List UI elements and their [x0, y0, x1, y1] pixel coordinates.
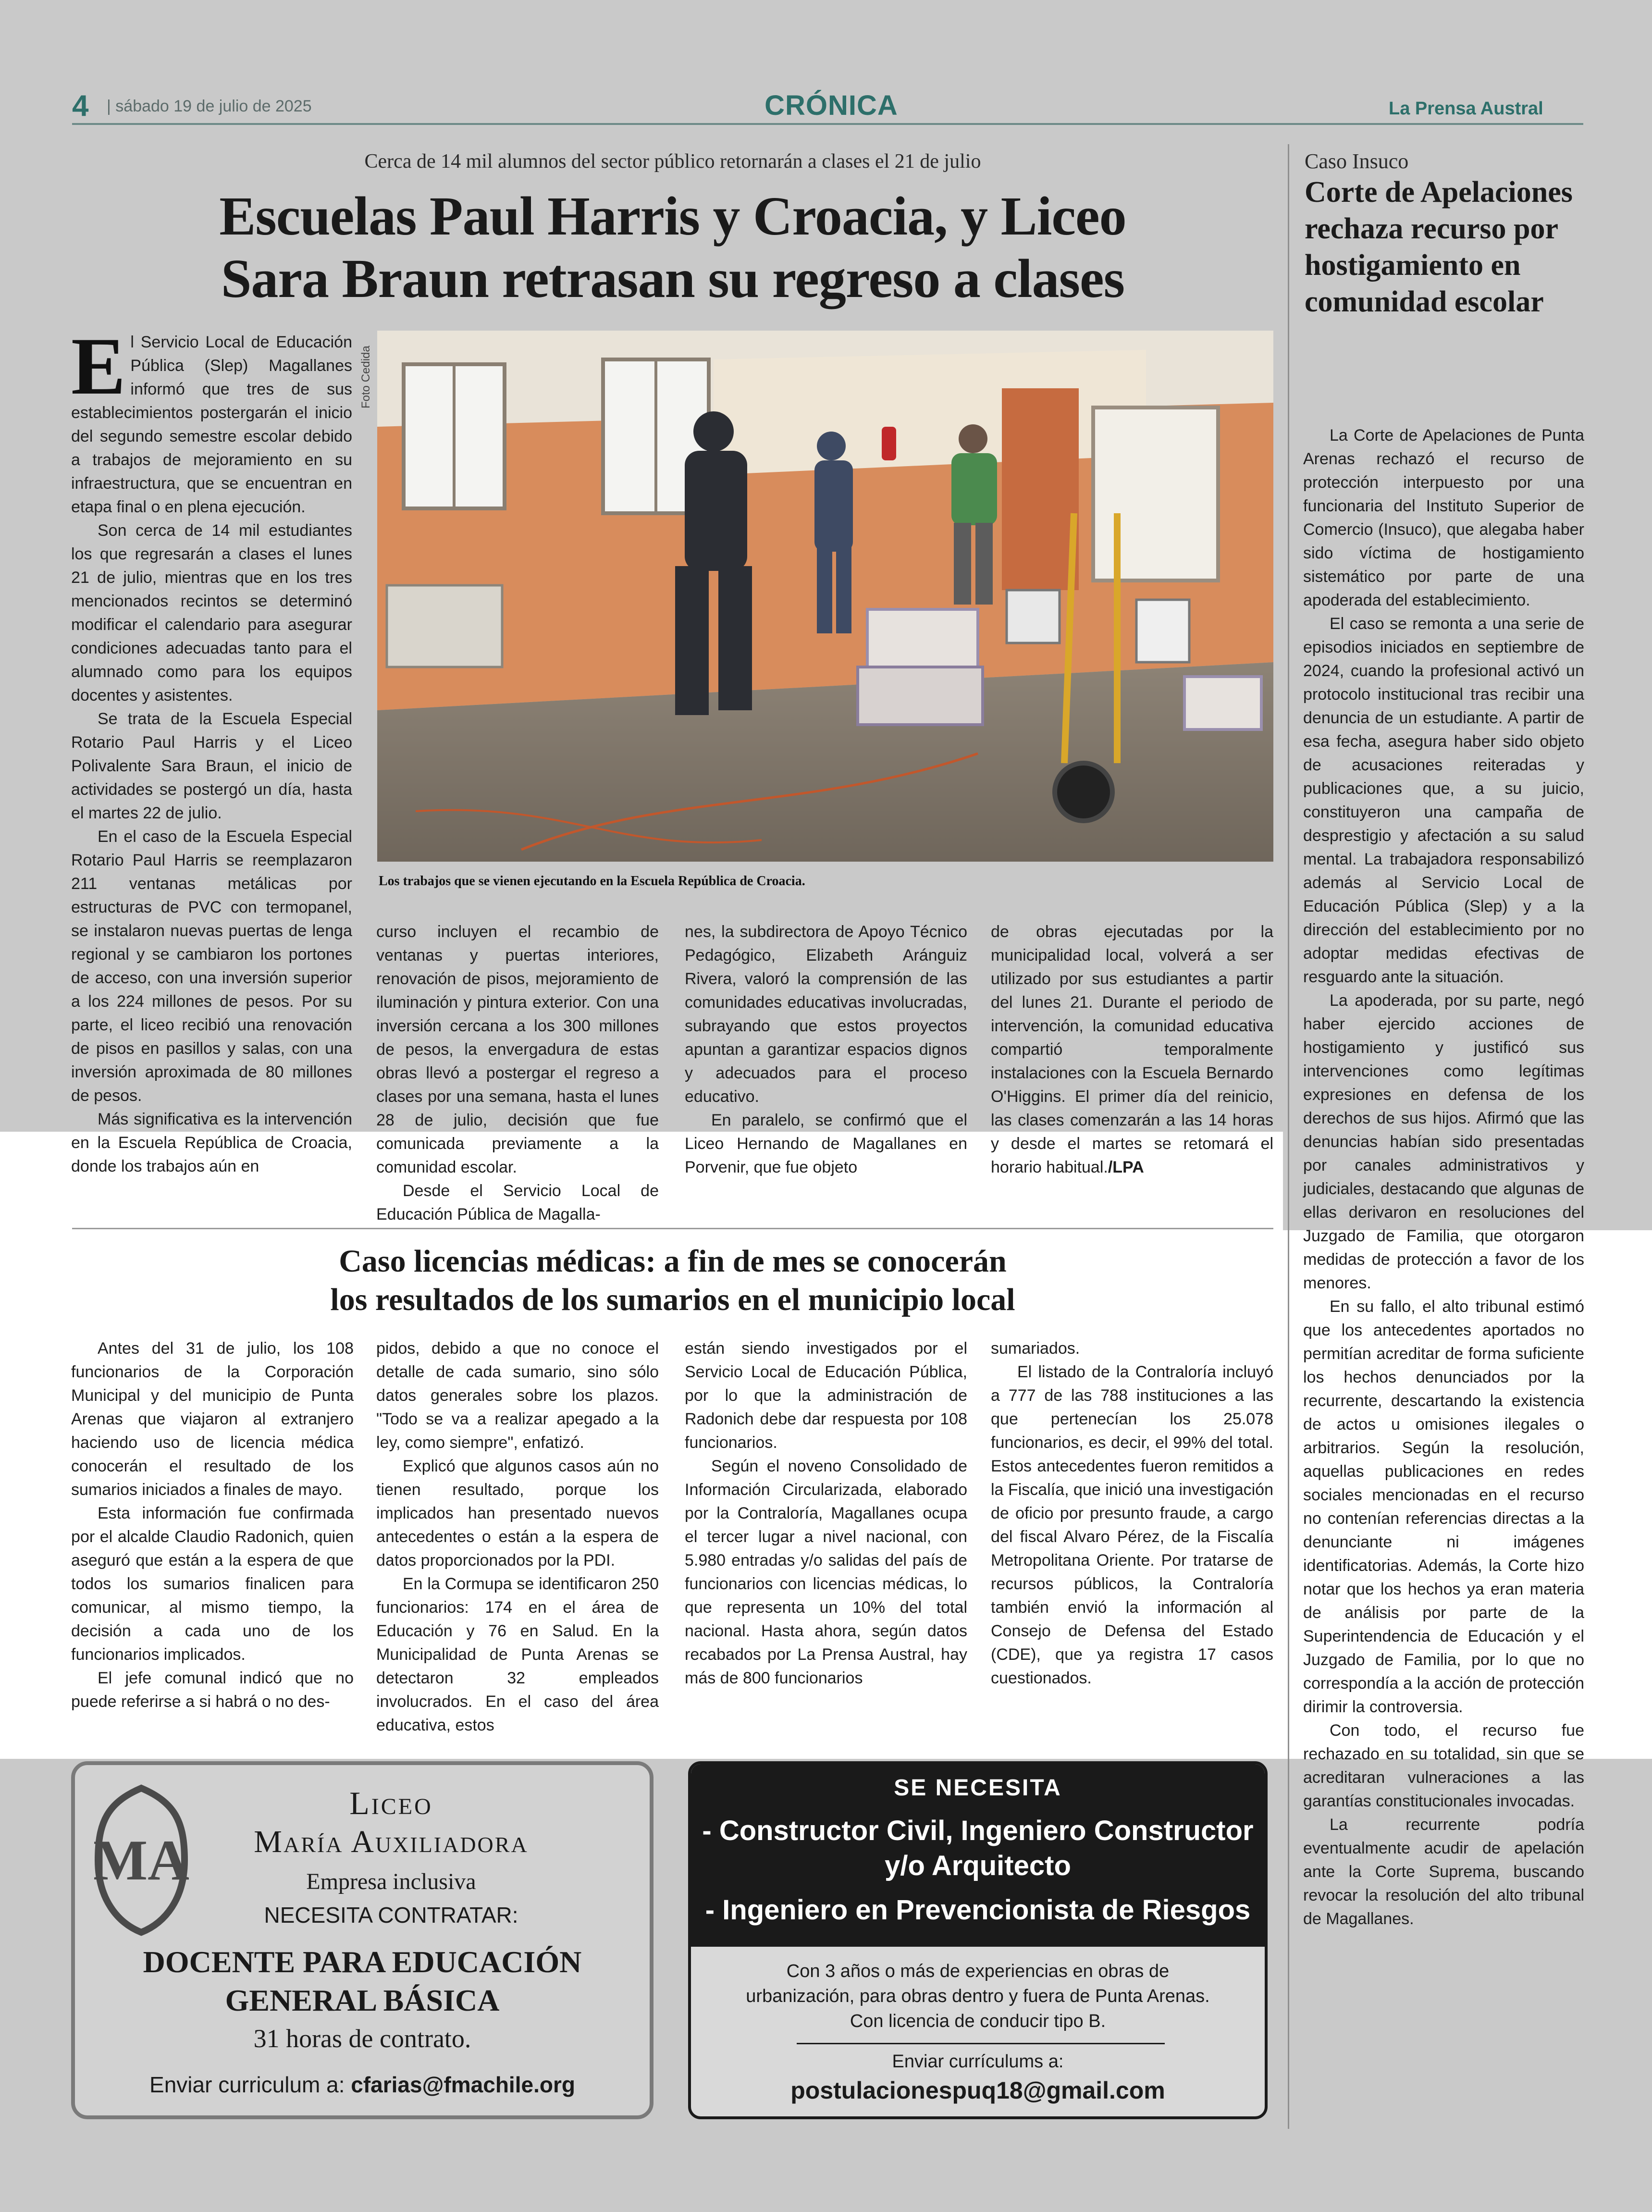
sidebar-p1: La Corte de Apelaciones de Punta Arenas rechazó el recurso de protección interpuesto por una funcionaria del Instituto Superior de Comercio (Insuco), que alegaba haber sido víctima de hostigamiento sistemático por parte de una apoderada del establecimiento.: [1303, 426, 1584, 609]
main-headline-line1: Escuelas Paul Harris y Croacia, y Liceo: [219, 185, 1126, 247]
main-col1-p4: En el caso de la Escuela Especial Rotario Paul Harris se reemplazaron 211 ventanas metálicas por estructuras de PVC con termopanel, se instalaron nuevas puertas de lenga regional y se cambiaron los portones de acceso, con una inversión superior a los 224 millones de pesos. Por su parte, el liceo recibió una renovación de pisos en pasillos y salas, con una inversión aproximada de 80 millones de pesos.: [71, 828, 352, 1105]
photo-caption: Los trabajos que se vienen ejecutando en la Escuela República de Croacia.: [379, 874, 805, 889]
issue-date: | sábado 19 de julio de 2025: [107, 97, 312, 115]
ad-jobs-item1-line2: y/o Arquitecto: [885, 1850, 1071, 1881]
main-headline: [82, 185, 1264, 310]
ad-liceo-line4: NECESITA CONTRATAR:: [264, 1903, 518, 1928]
sidebar-headline: Corte de Apelaciones rechaza recurso por hostigamiento en comunidad escolar: [1305, 176, 1573, 318]
ad-liceo-line3: Empresa inclusiva: [306, 1869, 476, 1894]
second-col3-p2: Según el noveno Consolidado de Información Circularizada, elaborado por la Contraloría, Magallanes ocupa el tercer lugar a nivel nacional, con 5.980 entradas y/o salidas del país de funcionarios con licencias médicas, lo que representa un 10% del total nacional. Hasta ahora, según datos recabados por La Prensa Austral, hay más de 800 funcionarios: [685, 1457, 967, 1687]
newspaper-brand: La Prensa Austral: [1389, 99, 1543, 119]
main-column-3: [685, 920, 967, 1179]
main-col1-p5: Más significativa es la intervención en la Escuela República de Croacia, donde los trabajos aún en: [71, 1110, 352, 1175]
ad-se-necesita: [688, 1761, 1268, 2119]
second-column-1: [71, 1337, 354, 1714]
second-col1-p1: Antes del 31 de julio, los 108 funcionarios de la Corporación Municipal y del municipio de Punta Arenas que viajaron al extranjero haciendo uso de licencia médica conocerán el resultado de los sumarios iniciados a finales de mayo.: [71, 1339, 354, 1499]
header-rule: [72, 123, 1583, 125]
ad-jobs-email[interactable]: postulacionespuq18@gmail.com: [790, 2077, 1165, 2104]
main-headline-line2: Sara Braun retrasan su regreso a clases: [221, 248, 1124, 309]
ad-jobs-item2: - Ingeniero en Prevencionista de Riesgos: [705, 1894, 1251, 1926]
main-col2-p1: curso incluyen el recambio de ventanas y puertas interiores, renovación de pisos, mejoramiento de iluminación y pintura exterior. Con una inversión cercana a los 300 millones de pesos, la envergadura de estas obras llevó a postergar el regreso a clases por una semana, hasta el lunes 28 de julio, decisión que fue comunicada previamente a la comunidad escolar.: [376, 923, 659, 1176]
ad-liceo-line7: 31 horas de contrato.: [253, 2024, 471, 2053]
second-headline-line1: Caso licencias médicas: a fin de mes se conocerán: [339, 1244, 1007, 1279]
sidebar-p3: La apoderada, por su parte, negó haber ejercido acciones de hostigamiento y justificó sus intervenciones como legítimas expresiones en defensa de los derechos de sus hijos. Afirmó que las denuncias habían sido presentadas por canales administrativos y judiciales, destacando que algunas de ellas derivaron en resoluciones del Juzgado de Familia, que otorgaron medidas de protección a favor de los menores.: [1303, 991, 1584, 1292]
ad-jobs-req3: Con licencia de conducir tipo B.: [850, 2011, 1106, 2031]
sidebar-p6: La recurrente podría eventualmente acudir de apelación ante la Corte Suprema, buscando revocar la resolución del alto tribunal de Magallanes.: [1303, 1816, 1584, 1928]
second-col1-p2: Esta información fue confirmada por el alcalde Claudio Radonich, quien aseguró que están a la espera de que todos los sumarios finalicen para comunicar, al mismo tiempo, la decisión a cada uno de los funcionarios implicados.: [71, 1504, 354, 1664]
main-column-2: [376, 920, 659, 1226]
second-col3-p1: están siendo investigados por el Servicio Local de Educación Pública, por lo que la administración de Radonich debe dar respuesta por 108 funcionarios.: [685, 1339, 967, 1452]
main-col1-p3: Se trata de la Escuela Especial Rotario Paul Harris y el Liceo Polivalente Sara Braun, el inicio de actividades se postergó un día, hasta el martes 22 de julio.: [71, 710, 352, 822]
ad-liceo-line1: Liceo: [349, 1785, 433, 1821]
second-column-2: [376, 1337, 659, 1737]
construction-photo-illustration: [377, 331, 1273, 862]
ad-jobs-send-label: Enviar currículums a:: [892, 2051, 1064, 2072]
main-col2-p2: Desde el Servicio Local de Educación Pública de Magalla-: [376, 1182, 659, 1223]
logo-letters: MA: [93, 1828, 189, 1892]
ad-jobs-item1-line1: - Constructor Civil, Ingeniero Constructor: [702, 1815, 1254, 1846]
ad-jobs-title: SE NECESITA: [894, 1775, 1062, 1801]
drop-cap: E: [71, 321, 126, 411]
main-column-4: [991, 920, 1273, 1179]
second-col1-p3: El jefe comunal indicó que no puede referirse a si habrá o no des-: [71, 1669, 354, 1711]
ad-liceo-send-label: Enviar curriculum a:: [149, 2072, 351, 2097]
ad-jobs-divider: [797, 2043, 1165, 2044]
article-separator: [72, 1228, 1273, 1229]
photo-credit: Foto Cedida: [359, 346, 372, 408]
second-headline: [77, 1242, 1269, 1319]
page-number: 4: [72, 89, 89, 123]
ad-liceo-line2: María Auxiliadora: [254, 1824, 529, 1859]
author-signature: /LPA: [1108, 1158, 1144, 1176]
main-column-1: [71, 321, 352, 1178]
second-col4-p2: El listado de la Contraloría incluyó a 777 de las 788 instituciones a las que pertenecían los 25.078 funcionarios, es decir, el 99% del total. Estos antecedentes fueron remitidos a la Fiscalía, que inició una investigación de oficio por presunto fraude, a cargo del fiscal Alvaro Pérez, de la Fiscalía Metropolitana Oriente. Por tratarse de recursos públicos, la Contraloría también envió la información al Consejo de Defensa del Estado (CDE), que ya registra 17 casos cuestionados.: [991, 1363, 1273, 1687]
section-name: CRÓNICA: [764, 90, 898, 121]
construction-photo: [377, 331, 1273, 862]
main-kicker: Cerca de 14 mil alumnos del sector público retornarán a clases el 21 de julio: [364, 150, 981, 173]
ad-liceo-email[interactable]: cfarias@fmachile.org: [351, 2072, 575, 2097]
second-col2-p2: Explicó que algunos casos aún no tienen resultado, porque los implicados han presentado nuevos antecedentes o están a la espera de datos proporcionados por la PDI.: [376, 1457, 659, 1569]
ad-liceo-line5: DOCENTE PARA EDUCACIÓN: [143, 1945, 582, 1979]
second-col2-p1: pidos, debido a que no conoce el detalle de cada sumario, sino sólo datos generales sobre los plazos. "Todo se va a realizar apegado a la ley, como siempre", enfatizó.: [376, 1339, 659, 1452]
main-col1-p1: l Servicio Local de Educación Pública (Slep) Magallanes informó que tres de sus establecimientos postergarán el inicio del segundo semestre escolar debido a trabajos de mejoramiento en su infraestructura, que se encuentran en etapa final o en plena ejecución.: [71, 333, 352, 516]
sidebar-divider: [1288, 144, 1289, 2129]
main-col3-p2: En paralelo, se confirmó que el Liceo Hernando de Magallanes en Porvenir, que fue objeto: [685, 1111, 967, 1176]
main-col1-p2: Son cerca de 14 mil estudiantes los que regresarán a clases el lunes 21 de julio, mientras que en los tres mencionados recintos se determinó modificar el calendario para asegurar condiciones adecuadas tanto para el alumnado como para los equipos docentes y asistentes.: [71, 521, 352, 704]
sidebar-p2: El caso se remonta a una serie de episodios iniciados en septiembre de 2024, cuando la profesional activó un protocolo institucional tras recibir una denuncia de un estudiante. A partir de esa fecha, asegura haber sido objeto de acusaciones reiteradas y publicaciones que, a su juicio, constituyeron una campaña de desprestigio y afectación a su salud mental. La trabajadora responsabilizó además al Servicio Local de Educación Pública (Slep) y a la dirección del establecimiento por no adoptar medidas efectivas de resguardo ante la situación.: [1303, 615, 1584, 986]
ad-jobs-req1: Con 3 años o más de experiencias en obras de: [786, 1961, 1170, 1981]
second-col2-p3: En la Cormupa se identificaron 250 funcionarios: 174 en el área de Educación y 76 en Salud. En la Municipalidad de Punta Arenas se detectaron 32 empleados involucrados. En el caso del área educativa, estos: [376, 1575, 659, 1734]
ad-liceo-maria-auxiliadora: [71, 1761, 653, 2119]
sidebar-body: [1303, 424, 1584, 1931]
second-headline-line2: los resultados de los sumarios en el municipio local: [330, 1282, 1015, 1317]
main-col3-p1: nes, la subdirectora de Apoyo Técnico Pedagógico, Elizabeth Aránguiz Rivera, valoró la comprensión de las comunidades educativas involucradas, subrayando que estos proyectos apuntan a garantizar espacios dignos y adecuados para el proceso educativo.: [685, 923, 967, 1106]
main-col4-p1: de obras ejecutadas por la municipalidad local, volverá a ser utilizado por sus estudiantes a partir del lunes 21. Durante el periodo de intervención, la comunidad educativa compartió temporalmente instalaciones con la Escuela Bernardo O'Higgins. El primer día del reinicio, las clases comenzarán a las 14 horas y desde el martes se retomará el horario habitual.: [991, 923, 1273, 1176]
ad-liceo-line6: GENERAL BÁSICA: [225, 1983, 500, 2017]
ad-jobs-req2: urbanización, para obras dentro y fuera de Punta Arenas.: [746, 1986, 1210, 2006]
second-column-4: [991, 1337, 1273, 1690]
sidebar-kicker: Caso Insuco: [1305, 149, 1409, 173]
sidebar-p5: Con todo, el recurso fue rechazado en su totalidad, sin que se acreditaran vulneraciones a las garantías constitucionales invocadas.: [1303, 1721, 1584, 1810]
sidebar-p4: En su fallo, el alto tribunal estimó que los antecedentes aportados no permitían acreditar de forma suficiente los hechos denunciados por la recurrente, descartando la existencia de actos u omisiones ilegales o arbitrarios. Según la resolución, aquellas publicaciones en redes sociales mencionadas en el recurso no contenían referencias directas a la denunciante ni imágenes identificatorias. Además, la Corte hizo notar que los hechos ya eran materia de análisis por parte de la Superintendencia de Educación y el Juzgado de Familia, por lo que no correspondía a la acción de protección dirimir la controversia.: [1303, 1298, 1584, 1716]
second-col4-p1: sumariados.: [991, 1339, 1080, 1358]
second-column-3: [685, 1337, 967, 1690]
ad-liceo-contact: [75, 2072, 650, 2098]
